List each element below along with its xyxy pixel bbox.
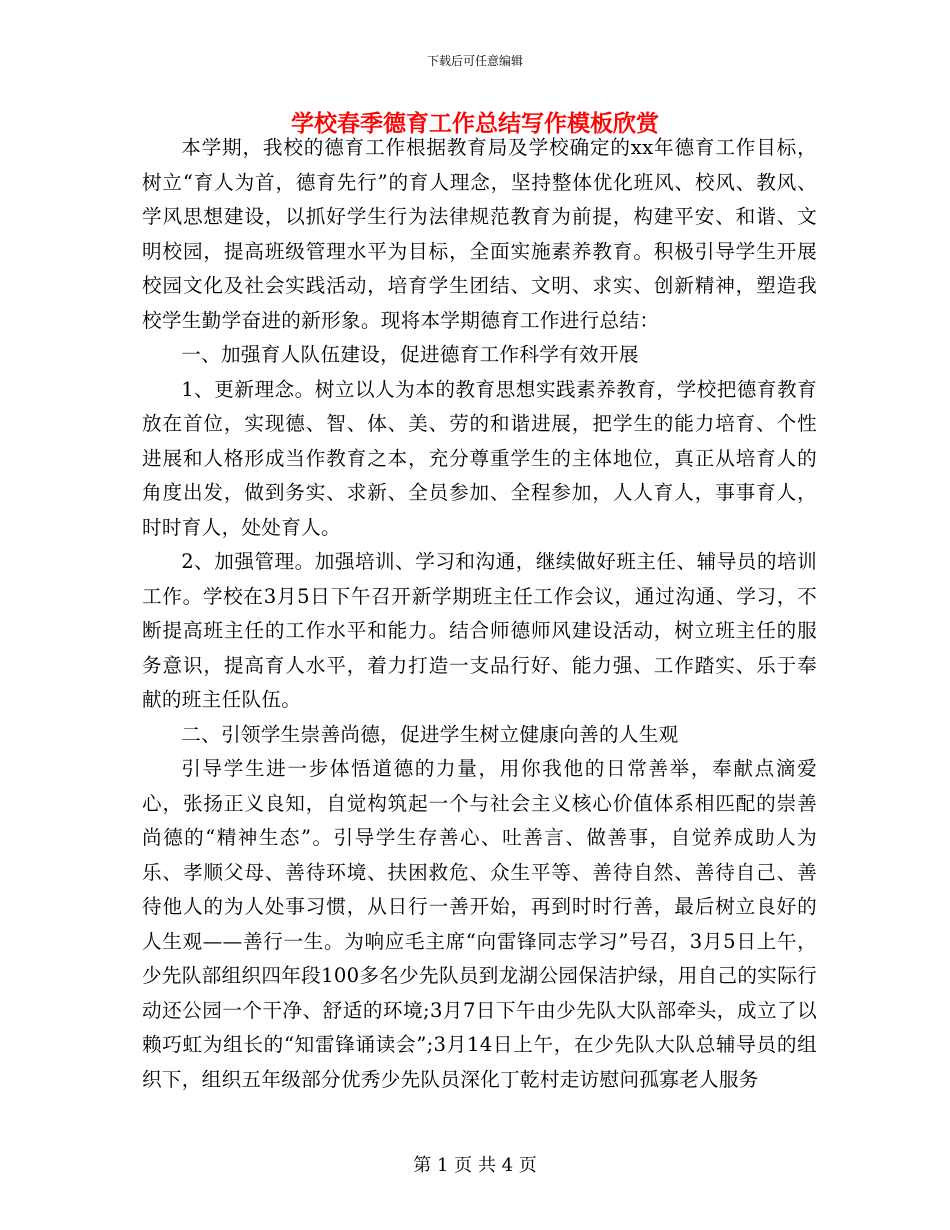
page-header: 下载后可任意编辑 — [426, 54, 523, 68]
page-number-footer: 第 1 页 共 4 页 — [413, 1155, 537, 1176]
paragraph-strengthen-management: 2、加强管理。加强培训、学习和沟通，继续做好班主任、辅导员的培训工作。学校在3月5日下午召开新学期班主任工作会议，通过沟通、学习，不断提高班主任的工作水平和能力。结合师德师风建设活动，树立班主任的服务意识，提高育人水平，着力打造一支品行好、能力强、工作踏实、乐于奉献的班主任队伍。 — [142, 550, 817, 711]
section-heading-2: 二、引领学生崇善尚德，促进学生树立健康向善的人生观 — [181, 722, 679, 746]
section-heading-1: 一、加强育人队伍建设，促进德育工作科学有效开展 — [181, 343, 639, 366]
document-title: 学校春季德育工作总结写作模板欣赏 — [291, 110, 659, 137]
paragraph-intro: 本学期，我校的德育工作根据教育局及学校确定的xx年德育工作目标，树立“育人为首，德育先行”的育人理念，坚持整体优化班风、校风、教风、学风思想建设，以抓好学生行为法律规范教育为前提，构建平安、和谐、文明校园，提高班级管理水平为目标，全面实施素养教育。积极引导学生开展校园文化及社会实践活动，培育学生团结、文明、求实、创新精神，塑造我校学生勤学奋进的新形象。现将本学期德育工作进行总结： — [142, 136, 817, 332]
paragraph-update-concept: 1、更新理念。树立以人为本的教育思想实践素养教育，学校把德育教育放在首位，实现德、智、体、美、劳的和谐进展，把学生的能力培育、个性进展和人格形成当作教育之本，充分尊重学生的主体地位，真正从培育人的角度出发，做到务实、求新、全员参加、全程参加，人人育人，事事育人，时时育人，处处育人。 — [142, 377, 817, 539]
paragraph-guide-students: 引导学生进一步体悟道德的力量，用你我他的日常善举，奉献点滴爱心，张扬正义良知，自觉构筑起一个与社会主义核心价值体系相匹配的崇善尚德的“精神生态”。引导学生存善心、吐善言、做善事，自觉养成助人为乐、孝顺父母、善待环境、扶困救危、众生平等、善待自然、善待自己、善待他人的为人处事习惯，从日行一善开始，再到时时行善，最后树立良好的人生观——善行一生。为响应毛主席“向雷锋同志学习”号召，3月5日上午，少先队部组织四年段100多名少先队员到龙湖公园保洁护绿，用自己的实际行动还公园一个干净、舒适的环境;3月7日下午由少先队大队部牵头，成立了以赖巧虹为组长的“知雷锋诵读会”;3月14日上午，在少先队大队总辅导员的组织下，组织五年级部分优秀少先队员深化丁乾村走访慰问孤寡老人服务 — [142, 757, 817, 1091]
document-body — [142, 131, 817, 1097]
